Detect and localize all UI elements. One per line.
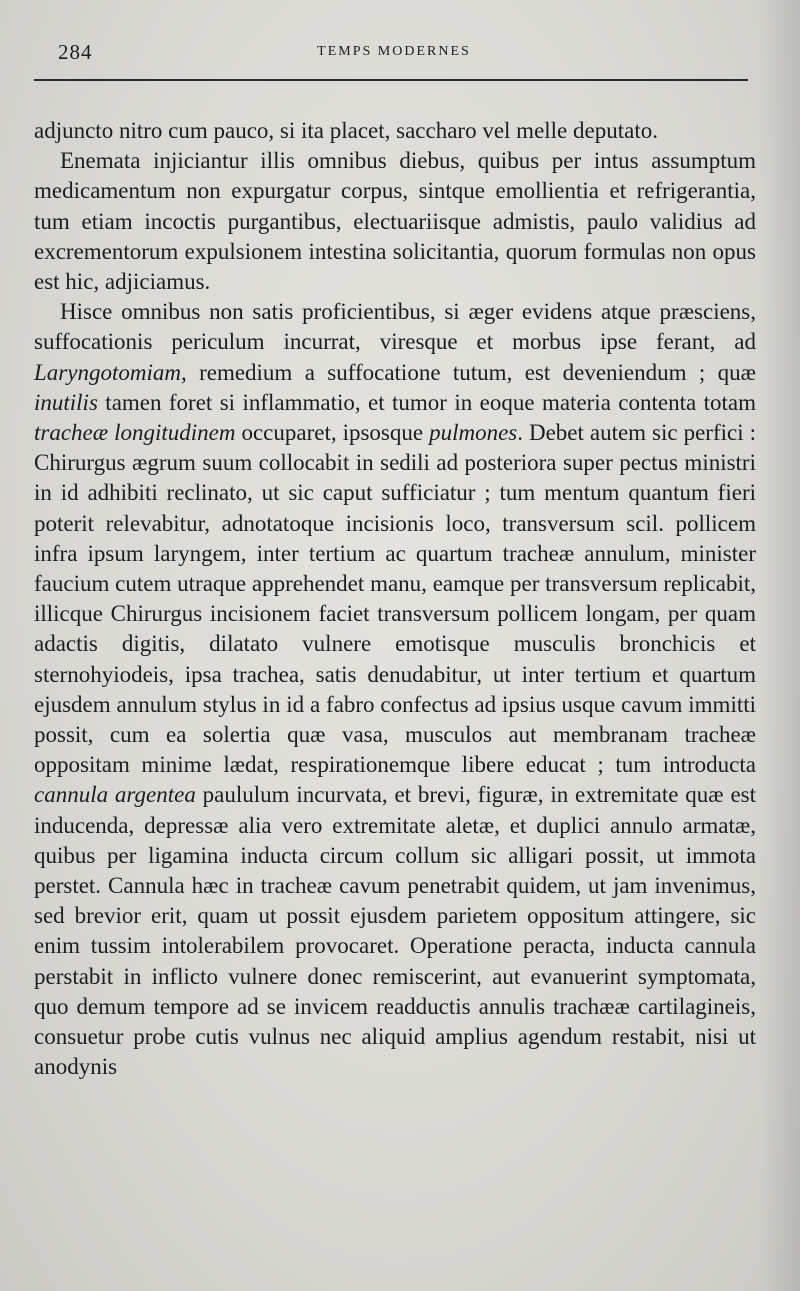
body-text: [34, 116, 756, 1083]
text-span: adjuncto nitro cum pauco, si ita placet, saccharo vel melle deputato.: [34, 118, 658, 143]
paragraph: [34, 116, 756, 146]
paragraph: [34, 146, 756, 297]
text-span: tamen foret si inflammatio, et tumor in eoque materia contenta totam: [97, 389, 756, 415]
italic-term: inutilis: [34, 389, 98, 415]
paragraph: [34, 297, 756, 1082]
text-span: occuparet, ipsosque: [235, 420, 430, 446]
italic-term: Laryngotomiam: [34, 359, 181, 385]
text-span: Enemata injiciantur illis omnibus diebus, quibus per intus assumptum medicamentum non expurgatur corpus, sintque emollientia et refrigerantia, tum etiam incoctis purgantibus, electuariisque admistis, paulo validius ad excrementorum expulsionem intestina solicitantia, quorum formulas non opus est hic, adjiciamus.: [34, 148, 756, 295]
text-span: paululum incurvata, et brevi, figuræ, in extremitate quæ est inducenda, depressæ alia vero extremitate aletæ, et duplici annulo armatæ, quibus per ligamina inducta circum collum sic alligari possit, ut immota perstet. Cannula hæc in tracheæ cavum penetrabit quidem, ut jam invenimus, sed brevior erit, quam ut possit ejusdem parietem oppositum attingere, sic enim tussim intolerabilem provocaret. Operatione peracta, inducta cannula perstabit in inflicto vulnere donec remiscerint, aut evanuerint symptomata, quo demum tempore ad se invicem readductis annulis trachææ cartilagineis, consuetur probe cutis vulnus nec aliquid amplius agendum restabit, nisi ut anodynis: [34, 782, 756, 1080]
running-head: [34, 36, 754, 66]
header-rule: [34, 79, 748, 81]
text-span: , remedium a suffocatione tutum, est deveniendum ; quæ: [180, 359, 756, 385]
running-title: TEMPS MODERNES: [317, 44, 471, 59]
page-number: 284: [58, 40, 93, 64]
italic-term: tracheæ longitudinem: [34, 420, 236, 446]
text-span: Hisce omnibus non satis proficientibus, si æger evidens atque præsciens, suffocationis periculum incurrat, viresque et morbus ipse ferant, ad: [34, 299, 756, 355]
italic-term: cannula argentea: [34, 782, 196, 808]
italic-term: pulmones: [429, 420, 518, 446]
text-span: . Debet autem sic perfici : Chirurgus ægrum suum collocabit in sedili ad posteriora super pectus ministri in id adhibiti reclinato, ut sic caput sufficiatur ; tum mentum quantum fieri poterit relevabitur, adnotatoque incisionis loco, transversum scil. pollicem infra ipsum laryngem, inter tertium ac quartum tracheæ annulum, minister faucium cutem utraque apprehendet manu, eamque per transversum replicabit, illicque Chirurgus incisionem faciet transversum pollicem longam, per quam adactis digitis, dilatato vulnere emotisque musculis bronchicis et sternohyiodeis, ipsa trachea, satis denudabitur, ut inter tertium et quartum ejusdem annulum stylus in id a fabro confectus ad ipsius usque cavum immitti possit, cum ea solertia quæ vasa, musculos aut membranam tracheæ oppositam minime lædat, respirationemque libere educat ; tum introducta: [34, 420, 756, 778]
